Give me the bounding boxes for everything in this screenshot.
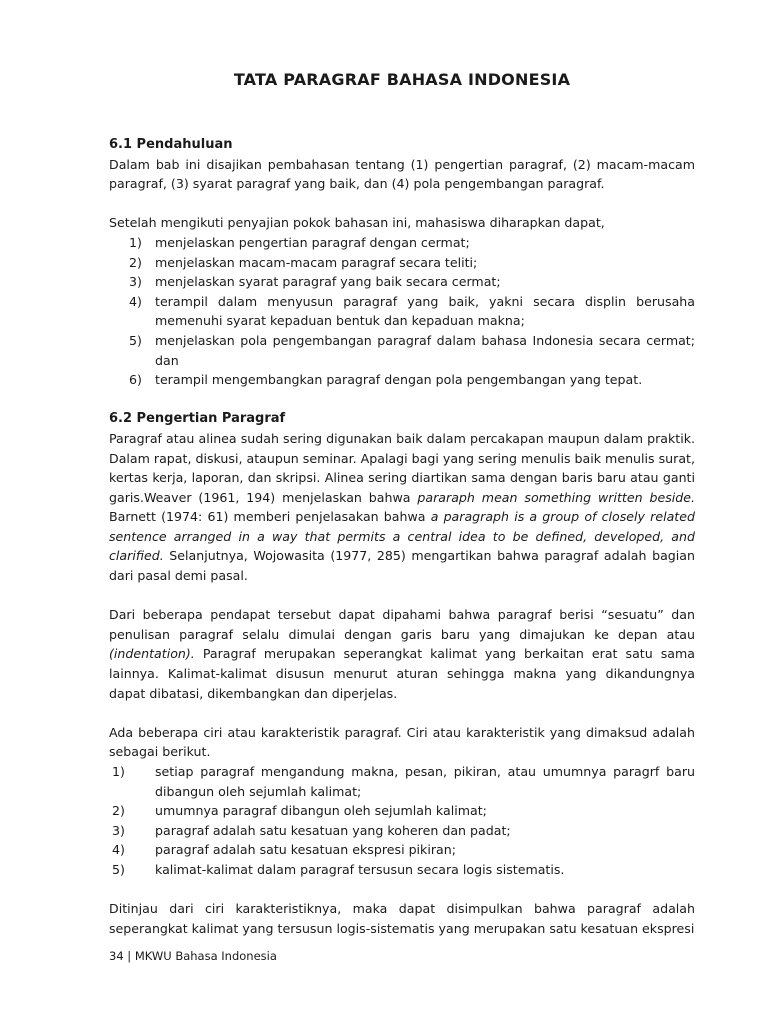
list-text: terampil mengembangkan paragraf dengan pola pengembangan yang tepat. bbox=[155, 372, 643, 388]
italic-quote: a paragraph is a group of closely related sentence arranged in a way that permits a central idea to be defined, developed, and clarified. bbox=[109, 509, 695, 564]
list-text: paragraf adalah satu kesatuan yang koheren dan padat; bbox=[155, 822, 511, 838]
list-text: paragraf adalah satu kesatuan ekspresi pikiran; bbox=[155, 842, 456, 858]
list-item bbox=[109, 233, 695, 253]
list-item bbox=[109, 762, 695, 801]
list-number: 3) bbox=[112, 822, 125, 838]
list-item bbox=[109, 253, 695, 273]
text-run: Paragraf merupakan seperangkat kalimat yang berkaitan erat satu sama lainnya. Kalimat-kalimat disusun menurut aturan sehingga makna yang dikandungnya dapat dibatasi, dikembangkan dan diperjelas. bbox=[109, 646, 695, 701]
list-number: 5) bbox=[112, 861, 125, 877]
italic-term: (indentation). bbox=[109, 646, 195, 662]
paragraph: Setelah mengikuti penyajian pokok bahasan ini, mahasiswa diharapkan dapat, bbox=[109, 215, 605, 231]
list-text: menjelaskan pengertian paragraf dengan cermat; bbox=[155, 234, 470, 250]
list-item bbox=[109, 292, 695, 331]
paragraph: Ada beberapa ciri atau karakteristik paragraf. Ciri atau karakteristik yang dimaksud adalah sebagai berikut. bbox=[109, 724, 695, 760]
list-number: 3) bbox=[129, 274, 142, 290]
text-run: Dari beberapa pendapat tersebut dapat dipahami bahwa paragraf berisi “sesuatu” dan penulisan paragraf selalu dimulai dengan garis baru yang dimajukan ke depan atau bbox=[109, 607, 695, 642]
page-title: TATA PARAGRAF BAHASA INDONESIA bbox=[233, 70, 571, 89]
list-number: 2) bbox=[129, 254, 142, 270]
goals-list bbox=[109, 233, 695, 390]
list-number: 4) bbox=[129, 293, 142, 309]
text-run: Barnett (1974: 61) memberi penjelasakan bahwa bbox=[109, 509, 431, 525]
list-item bbox=[109, 840, 695, 860]
list-item bbox=[109, 821, 695, 841]
list-number: 4) bbox=[112, 842, 125, 858]
list-number: 6) bbox=[129, 372, 142, 388]
list-item bbox=[109, 860, 695, 880]
list-text: menjelaskan macam-macam paragraf secara teliti; bbox=[155, 254, 478, 270]
list-text: menjelaskan pola pengembangan paragraf dalam bahasa Indonesia secara cermat; dan bbox=[155, 332, 695, 368]
section-heading-6-2: 6.2 Pengertian Paragraf bbox=[109, 411, 286, 427]
list-number: 1) bbox=[112, 764, 125, 779]
list-item bbox=[109, 801, 695, 821]
text-run: Selanjutnya, Wojowasita (1977, 285) mengartikan bahwa paragraf adalah bagian dari pasal demi pasal. bbox=[109, 548, 695, 584]
list-number: 2) bbox=[112, 803, 125, 819]
page-footer: 34 | MKWU Bahasa Indonesia bbox=[109, 949, 277, 963]
document-page bbox=[109, 70, 695, 938]
list-text: menjelaskan syarat paragraf yang baik secara cermat; bbox=[155, 274, 501, 290]
list-item bbox=[109, 272, 695, 292]
list-item bbox=[109, 370, 695, 390]
list-text: terampil dalam menyusun paragraf yang baik, yakni secara displin berusaha memenuhi syarat kepaduan bentuk dan kepaduan makna; bbox=[155, 293, 695, 329]
list-text: kalimat-kalimat dalam paragraf tersusun secara logis sistematis. bbox=[155, 861, 565, 877]
paragraph bbox=[109, 429, 695, 586]
list-text: umumnya paragraf dibangun oleh sejumlah kalimat; bbox=[155, 803, 487, 819]
list-number: 5) bbox=[129, 332, 142, 348]
section-heading-6-1: 6.1 Pendahuluan bbox=[109, 137, 233, 152]
italic-quote: pararaph mean something written beside. bbox=[417, 489, 696, 505]
list-item bbox=[109, 331, 695, 370]
text-run: Paragraf atau alinea sudah sering digunakan baik dalam percakapan maupun dalam praktik. Dalam rapat, diskusi, ataupun seminar. Apalagi bagi yang sering menulis baik menulis surat, kertas kerja, laporan, dan skripsi. Alinea sering diartikan sama dengan baris baru atau ganti garis.Weaver (1961, 194) menjelaskan bahwa bbox=[109, 430, 695, 505]
characteristics-list bbox=[109, 762, 695, 880]
paragraph: Ditinjau dari ciri karakteristiknya, maka dapat disimpulkan bahwa paragraf adalah seperangkat kalimat yang tersusun logis-sistematis yang merupakan satu kesatuan ekspresi bbox=[109, 901, 695, 936]
paragraph bbox=[109, 605, 695, 703]
paragraph: Dalam bab ini disajikan pembahasan tentang (1) pengertian paragraf, (2) macam-macam paragraf, (3) syarat paragraf yang baik, dan (4) pola pengembangan paragraf. bbox=[109, 156, 695, 192]
list-text: setiap paragraf mengandung makna, pesan, pikiran, atau umumnya paragrf baru dibangun oleh sejumlah kalimat; bbox=[155, 764, 695, 799]
list-number: 1) bbox=[129, 234, 142, 250]
